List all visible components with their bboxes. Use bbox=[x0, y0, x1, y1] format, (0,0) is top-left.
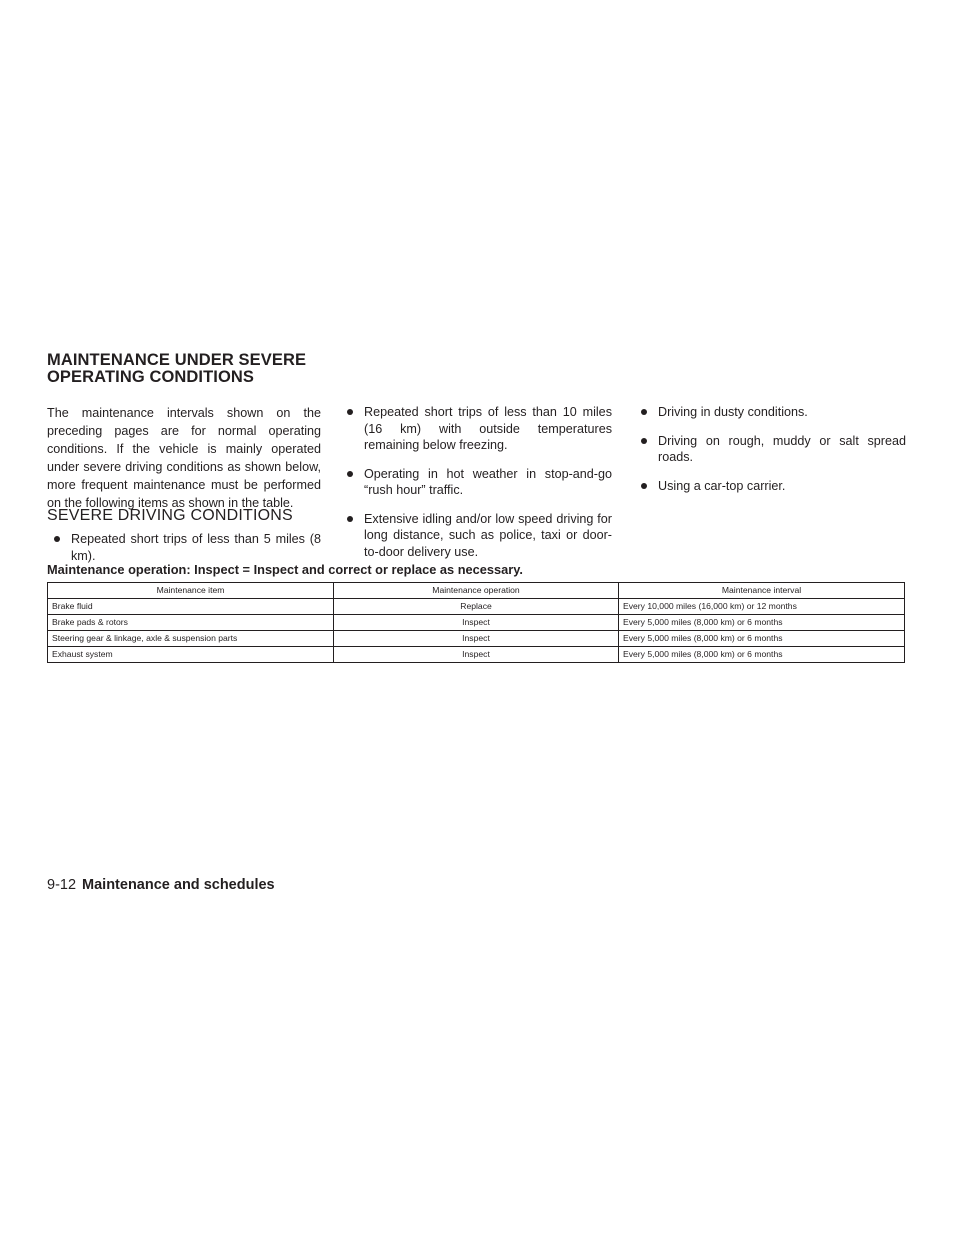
conditions-list-col3 bbox=[634, 404, 906, 506]
cell-operation: Inspect bbox=[334, 647, 619, 663]
bullet-icon bbox=[54, 536, 60, 542]
bullet-icon bbox=[347, 409, 353, 415]
condition-item: Operating in hot weather in stop-and-go “rush hour” traffic. bbox=[340, 466, 612, 499]
cell-item: Steering gear & linkage, axle & suspension parts bbox=[48, 631, 334, 647]
condition-item: Extensive idling and/or low speed driving for long distance, such as police, taxi or door-to-door delivery use. bbox=[340, 511, 612, 561]
bullet-icon bbox=[641, 483, 647, 489]
table-row bbox=[48, 615, 905, 631]
severe-conditions-heading: SEVERE DRIVING CONDITIONS bbox=[47, 507, 293, 524]
bullet-icon bbox=[641, 409, 647, 415]
cell-item: Exhaust system bbox=[48, 647, 334, 663]
condition-item: Repeated short trips of less than 10 miles (16 km) with outside temperatures remaining below freezing. bbox=[340, 404, 612, 454]
table-header-row bbox=[48, 583, 905, 599]
page-number: 9-12 bbox=[47, 877, 77, 893]
cell-item: Brake fluid bbox=[48, 599, 334, 615]
chapter-title: Maintenance and schedules bbox=[82, 877, 275, 893]
cell-operation: Inspect bbox=[334, 615, 619, 631]
maintenance-table bbox=[47, 582, 905, 663]
condition-item: Repeated short trips of less than 5 miles (8 km). bbox=[47, 531, 321, 564]
bullet-icon bbox=[347, 471, 353, 477]
bullet-icon bbox=[347, 516, 353, 522]
conditions-list-col2 bbox=[340, 404, 612, 572]
cell-operation: Replace bbox=[334, 599, 619, 615]
header-maintenance-item: Maintenance item bbox=[48, 583, 334, 599]
table-row bbox=[48, 599, 905, 615]
condition-item: Driving in dusty conditions. bbox=[634, 404, 906, 421]
table-row bbox=[48, 647, 905, 663]
header-maintenance-interval: Maintenance interval bbox=[619, 583, 905, 599]
cell-interval: Every 5,000 miles (8,000 km) or 6 months bbox=[619, 615, 905, 631]
cell-interval: Every 10,000 miles (16,000 km) or 12 months bbox=[619, 599, 905, 615]
cell-operation: Inspect bbox=[334, 631, 619, 647]
cell-interval: Every 5,000 miles (8,000 km) or 6 months bbox=[619, 647, 905, 663]
table-caption: Maintenance operation: Inspect = Inspect and correct or replace as necessary. bbox=[47, 562, 523, 577]
condition-item: Using a car-top carrier. bbox=[634, 478, 906, 495]
cell-item: Brake pads & rotors bbox=[48, 615, 334, 631]
header-maintenance-operation: Maintenance operation bbox=[334, 583, 619, 599]
page-footer bbox=[47, 876, 275, 894]
intro-paragraph: The maintenance intervals shown on the preceding pages are for normal operating conditions. If the vehicle is mainly operated under severe driving conditions as shown below, more frequent maintenance must be performed on the following items as shown in the table. bbox=[47, 406, 321, 510]
section-heading: MAINTENANCE UNDER SEVERE OPERATING CONDITIONS bbox=[47, 351, 307, 386]
condition-item: Driving on rough, muddy or salt spread roads. bbox=[634, 433, 906, 466]
bullet-icon bbox=[641, 438, 647, 444]
table-row bbox=[48, 631, 905, 647]
cell-interval: Every 5,000 miles (8,000 km) or 6 months bbox=[619, 631, 905, 647]
